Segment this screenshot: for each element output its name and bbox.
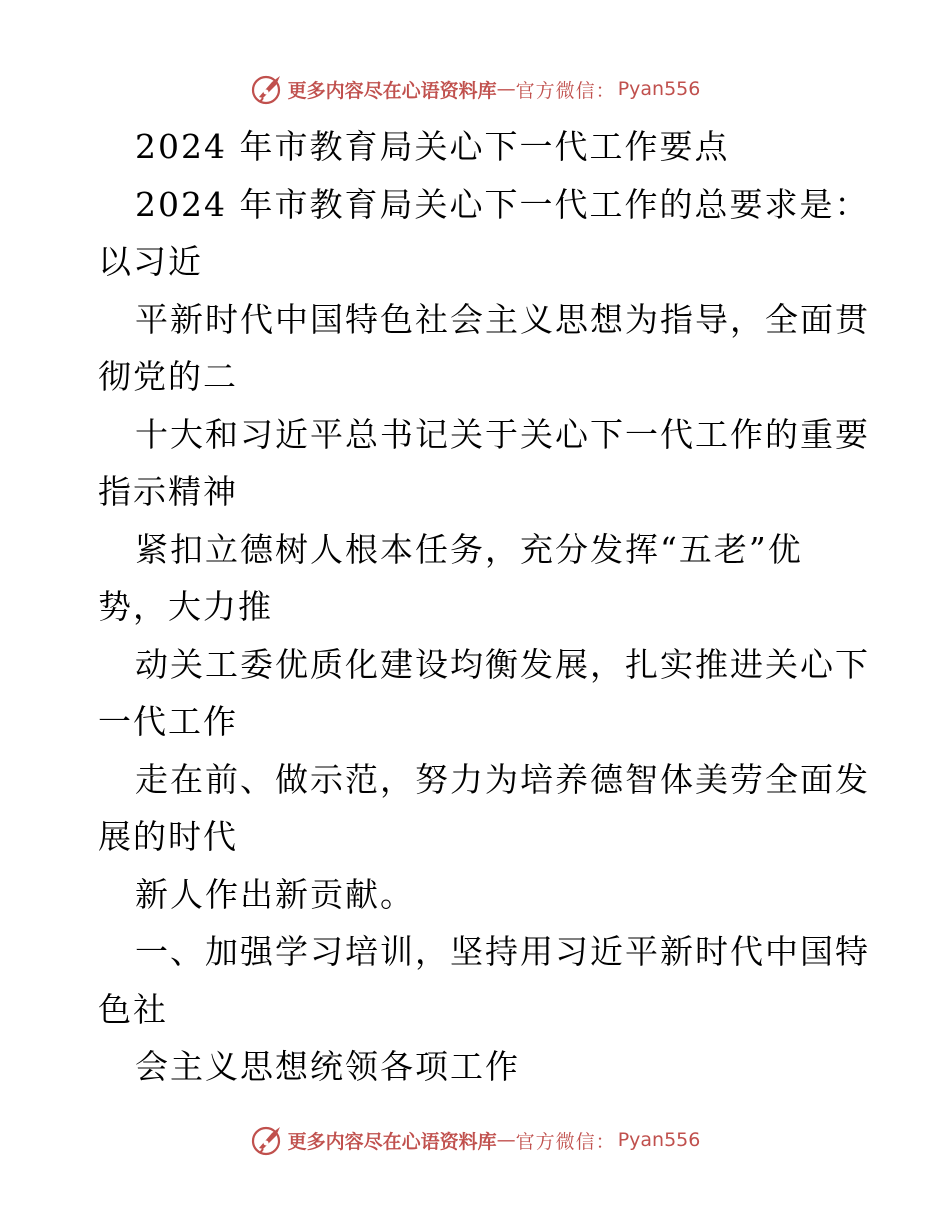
paragraph-line: 指示精神 xyxy=(98,472,238,511)
paragraph-line: 一代工作 xyxy=(98,702,238,741)
paragraph-line: 十大和习近平总书记关于关心下一代工作的重要 xyxy=(135,414,870,454)
watermark-wechat-id: Pyan556 xyxy=(617,1129,701,1151)
section-heading-line: 会主义思想统领各项工作 xyxy=(135,1047,520,1086)
paragraph-line: 展的时代 xyxy=(98,817,238,856)
watermark-title: 更多内容尽在心语资料库 xyxy=(287,79,497,102)
watermark-wechat-label: 官方微信： xyxy=(515,1130,616,1153)
paragraph-line: 动关工委优质化建设均衡发展，扎实推进关心下 xyxy=(135,644,870,684)
watermark-wechat-label: 官方微信： xyxy=(515,79,616,102)
watermark-dash: — xyxy=(496,1129,516,1151)
paragraph-line: 2024 年市教育局关心下一代工作的总要求是： xyxy=(135,184,870,224)
paragraph-line: 走在前、做示范，努力为培养德智体美劳全面发 xyxy=(135,759,870,799)
document-body xyxy=(98,118,870,1096)
section-heading-line: 色社 xyxy=(98,989,168,1029)
paragraph-line: 彻党的二 xyxy=(98,357,238,396)
document-title: 2024 年市教育局关心下一代工作要点 xyxy=(135,127,730,166)
paragraph-line: 势，大力推 xyxy=(98,587,273,626)
paragraph-line: 新人作出新贡献。 xyxy=(135,874,415,914)
section-heading-line: 一、加强学习培训，坚持用习近平新时代中国特 xyxy=(135,932,870,971)
watermark-header xyxy=(0,72,950,106)
paragraph-line: 紧扣立德树人根本任务，充分发挥“五老”优 xyxy=(135,529,803,569)
watermark-footer xyxy=(0,1123,950,1157)
watermark-dash: — xyxy=(496,78,516,100)
watermark-wechat-id: Pyan556 xyxy=(617,78,701,100)
quill-logo-icon xyxy=(250,1123,286,1157)
paragraph-line: 平新时代中国特色社会主义思想为指导，全面贯 xyxy=(135,299,870,339)
quill-logo-icon xyxy=(250,72,286,106)
paragraph-line: 以习近 xyxy=(98,242,203,281)
watermark-title: 更多内容尽在心语资料库 xyxy=(287,1130,497,1153)
